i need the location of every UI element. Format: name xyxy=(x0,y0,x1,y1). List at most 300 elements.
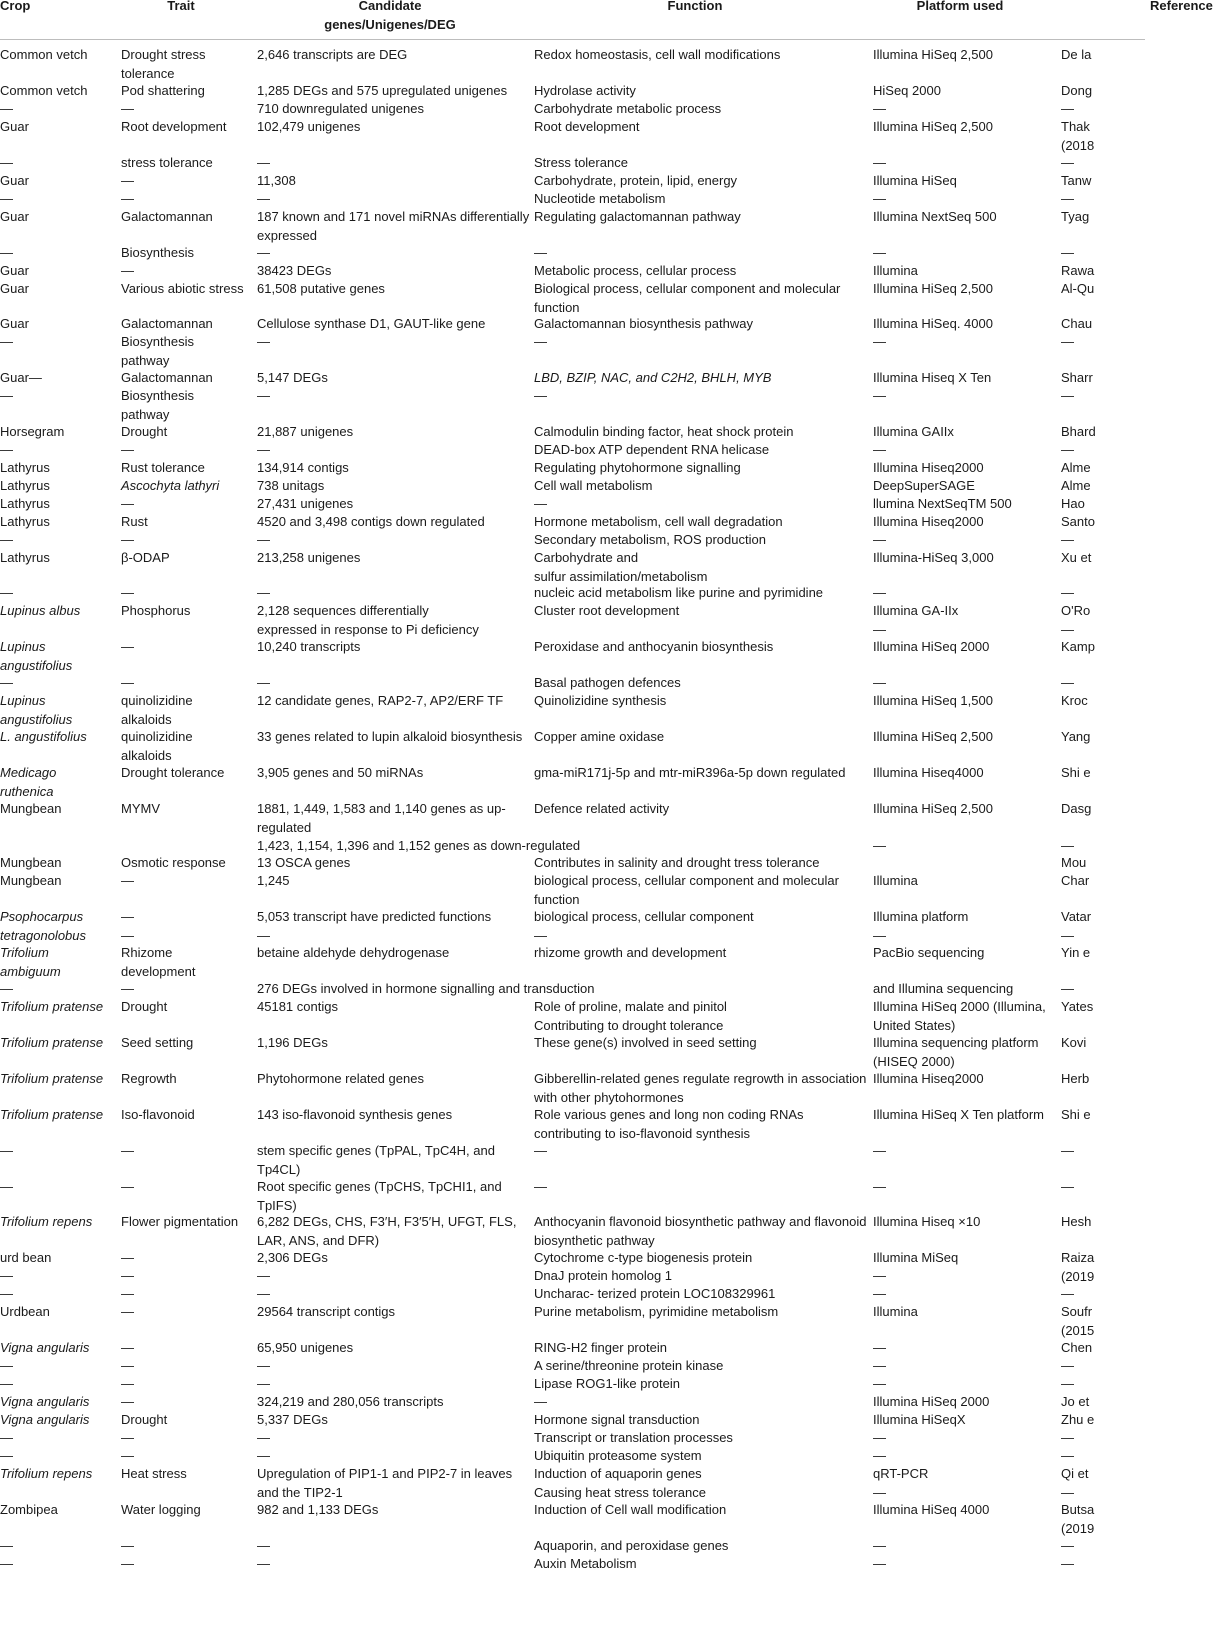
cell-ref: Butsa (2019 xyxy=(1061,1502,1095,1536)
cell-genes: — xyxy=(257,191,270,206)
cell-trait: MYMV xyxy=(121,801,160,816)
cell-genes: 187 known and 171 novel miRNAs differentially expressed xyxy=(257,209,530,243)
cell-platform: — xyxy=(873,245,886,260)
cell-genes: 65,950 unigenes xyxy=(257,1340,354,1355)
cell-genes: — xyxy=(257,675,270,690)
cell-crop: — xyxy=(0,1143,13,1158)
cell-platform: Illumina HiSeq. 4000 xyxy=(873,316,993,331)
cell-crop: Trifolium pratense xyxy=(0,999,104,1014)
cell-crop: — xyxy=(0,1376,13,1391)
cell-crop: Zombipea xyxy=(0,1502,58,1517)
cell-trait: Flower pigmentation xyxy=(121,1214,239,1229)
cell-ref: — xyxy=(1061,981,1074,996)
cell-platform: Illumina Hiseq4000 xyxy=(873,765,984,780)
cell-crop: Lathyrus xyxy=(0,496,50,511)
cell-ref: Santo xyxy=(1061,514,1095,529)
cell-platform: Illumina platform — xyxy=(873,909,969,943)
cell-func: Galactomannan biosynthesis pathway xyxy=(534,316,753,331)
cell-genes: 10,240 transcripts xyxy=(257,639,361,654)
cell-ref: — xyxy=(1061,1143,1074,1158)
cell-trait: — xyxy=(121,532,134,547)
cell-func: Anthocyanin flavonoid biosynthetic pathway and flavonoid biosynthetic pathway xyxy=(534,1214,867,1248)
cell-ref: — xyxy=(1061,101,1074,116)
cell-genes: 4520 and 3,498 contigs down regulated xyxy=(257,514,485,529)
cell-ref: — xyxy=(1061,675,1074,690)
cell-func: — xyxy=(534,1143,547,1158)
cell-crop: — xyxy=(0,442,13,457)
cell-ref: — xyxy=(1061,1358,1074,1373)
cell-genes: 3,905 genes and 50 miRNAs xyxy=(257,765,424,780)
cell-func: Auxin Metabolism xyxy=(534,1556,637,1571)
cell-trait: Water logging xyxy=(121,1502,201,1517)
cell-ref: — xyxy=(1061,532,1074,547)
header-reference: Reference xyxy=(1150,0,1213,13)
cell-platform: — xyxy=(873,1538,886,1553)
cell-ref: Zhu e xyxy=(1061,1412,1095,1427)
cell-platform: — xyxy=(873,1430,886,1445)
cell-genes: 1,245 xyxy=(257,873,290,888)
cell-platform: — xyxy=(873,101,886,116)
cell-func: Induction of aquaporin genes Causing heat stress tolerance xyxy=(534,1466,706,1500)
cell-platform: — xyxy=(873,675,886,690)
cell-platform: — xyxy=(873,191,886,206)
cell-crop: L. angustifolius xyxy=(0,729,87,744)
cell-ref: — xyxy=(1061,155,1074,170)
cell-genes: 6,282 DEGs, CHS, F3′H, F3′5′H, UFGT, FLS, LAR, ANS, and DFR) xyxy=(257,1214,517,1248)
cell-trait: — — xyxy=(121,909,134,943)
cell-platform: Illumina HiSeq 2000 xyxy=(873,639,990,654)
cell-genes: — xyxy=(257,532,270,547)
cell-ref: — xyxy=(1061,1448,1074,1463)
cell-trait: Galactomannan xyxy=(121,316,213,331)
cell-trait: — xyxy=(121,1394,134,1409)
cell-ref: Dasg — xyxy=(1061,801,1092,853)
cell-crop: Trifolium pratense xyxy=(0,1035,104,1050)
header-platform-used: Platform used xyxy=(916,0,1004,13)
cell-ref: Dong xyxy=(1061,83,1093,98)
cell-ref: — xyxy=(1061,334,1074,349)
cell-crop: — xyxy=(0,245,13,260)
cell-platform: — xyxy=(873,155,886,170)
cell-platform: PacBio sequencing xyxy=(873,945,985,960)
cell-platform: — xyxy=(873,1448,886,1463)
cell-trait: β-ODAP xyxy=(121,550,170,565)
cell-trait: — xyxy=(121,263,134,278)
cell-genes: 38423 DEGs xyxy=(257,263,332,278)
cell-func: — xyxy=(534,1179,547,1194)
cell-genes: — xyxy=(257,1358,270,1373)
cell-func: gma-miR171j-5p and mtr-miR396a-5p down regulated xyxy=(534,765,846,780)
cell-func: Quinolizidine synthesis xyxy=(534,693,667,708)
cell-func: Nucleotide metabolism xyxy=(534,191,666,206)
cell-func: Role various genes and long non coding RNAs contributing to iso-flavonoid synthesis xyxy=(534,1107,804,1141)
cell-func: Carbohydrate, protein, lipid, energy xyxy=(534,173,738,188)
cell-genes: 5,053 transcript have predicted functions — xyxy=(257,909,492,943)
cell-trait: Pod shattering xyxy=(121,83,205,98)
cell-platform: Illumina xyxy=(873,1304,918,1319)
cell-platform: Illumina HiSeq 1,500 xyxy=(873,693,993,708)
cell-platform: Illumina GAIIx xyxy=(873,424,954,439)
cell-ref: Vatar — xyxy=(1061,909,1092,943)
cell-trait: — xyxy=(121,173,134,188)
cell-func: biological process, cellular component and molecular function xyxy=(534,873,839,907)
cell-genes: — xyxy=(257,1286,270,1301)
cell-trait: — xyxy=(121,1179,134,1194)
cell-func: — xyxy=(534,388,547,403)
cell-platform: — xyxy=(873,1286,886,1301)
cell-func: biological process, cellular component — xyxy=(534,909,754,943)
cell-crop: — xyxy=(0,1179,13,1194)
cell-trait: — xyxy=(121,1538,134,1553)
cell-ref: De la xyxy=(1061,47,1092,62)
cell-genes: 102,479 unigenes xyxy=(257,119,361,134)
cell-crop: Urdbean xyxy=(0,1304,50,1319)
cell-func: Redox homeostasis, cell wall modifications xyxy=(534,47,781,62)
cell-trait: — xyxy=(121,1430,134,1445)
cell-trait: — xyxy=(121,585,134,600)
cell-trait: — xyxy=(121,1556,134,1571)
cell-ref: Jo et xyxy=(1061,1394,1090,1409)
header-candidate-genes: Candidate genes/Unigenes/DEG xyxy=(324,0,456,32)
cell-ref: — xyxy=(1061,191,1074,206)
cell-ref: — xyxy=(1061,1556,1074,1571)
cell-platform: Illumina HiSeq 2,500 xyxy=(873,281,993,296)
cell-trait: Rust tolerance xyxy=(121,460,205,475)
cell-crop: Mungbean xyxy=(0,855,62,870)
cell-platform: — xyxy=(873,532,886,547)
cell-crop: Lupinus angustifolius xyxy=(0,693,73,727)
cell-genes: 2,306 DEGs xyxy=(257,1250,328,1265)
cell-trait: Heat stress xyxy=(121,1466,187,1481)
cell-genes: — xyxy=(257,155,270,170)
cell-ref: — xyxy=(1061,585,1074,600)
cell-platform: qRT-PCR — xyxy=(873,1466,929,1500)
cell-trait: Drought xyxy=(121,424,168,439)
cell-platform: — xyxy=(873,1268,886,1283)
cell-platform: Illumina NextSeq 500 xyxy=(873,209,997,224)
cell-trait: Galactomannan xyxy=(121,209,213,224)
cell-genes: 134,914 contigs xyxy=(257,460,349,475)
cell-genes: betaine aldehyde dehydrogenase xyxy=(257,945,450,960)
cell-trait: — xyxy=(121,1286,134,1301)
cell-genes: 21,887 unigenes xyxy=(257,424,354,439)
cell-platform: Illumina Hiseq ×10 xyxy=(873,1214,981,1229)
cell-platform: — xyxy=(873,388,886,403)
cell-platform: Illumina sequencing platform (HISEQ 2000) xyxy=(873,1035,1039,1069)
cell-ref: Hao xyxy=(1061,496,1085,511)
cell-genes: — xyxy=(257,1556,270,1571)
cell-ref: Xu et xyxy=(1061,550,1092,565)
cell-crop: Vigna angularis xyxy=(0,1340,90,1355)
cell-ref: Yin e xyxy=(1061,945,1091,960)
cell-func: Stress tolerance xyxy=(534,155,628,170)
cell-ref: — xyxy=(1061,1179,1074,1194)
cell-platform: Illumina HiSeq 2,500 xyxy=(873,729,993,744)
cell-func: Role of proline, malate and pinitol Contributing to drought tolerance xyxy=(534,999,727,1033)
cell-trait: Regrowth xyxy=(121,1071,177,1086)
cell-ref: Tyag xyxy=(1061,209,1090,224)
cell-platform: Illumina HiSeq 2000 xyxy=(873,1394,990,1409)
cell-crop: — xyxy=(0,981,13,996)
header-divider xyxy=(0,39,1145,40)
cell-genes: 45181 contigs xyxy=(257,999,338,1014)
cell-genes: 5,147 DEGs xyxy=(257,370,328,385)
cell-ref: Rawa xyxy=(1061,263,1095,278)
cell-crop: — xyxy=(0,1286,13,1301)
cell-ref: Char xyxy=(1061,873,1090,888)
cell-func: Secondary metabolism, ROS production xyxy=(534,532,766,547)
cell-genes: 213,258 unigenes xyxy=(257,550,361,565)
cell-trait: — xyxy=(121,1268,134,1283)
cell-crop: Trifolium pratense xyxy=(0,1071,104,1086)
cell-ref: — xyxy=(1061,1376,1074,1391)
cell-func: Purine metabolism, pyrimidine metabolism xyxy=(534,1304,779,1319)
cell-genes: 29564 transcript contigs xyxy=(257,1304,396,1319)
cell-func: Peroxidase and anthocyanin biosynthesis xyxy=(534,639,774,654)
cell-platform: Illumina-HiSeq 3,000 xyxy=(873,550,994,565)
cell-platform: llumina NextSeqTM 500 xyxy=(873,496,1012,511)
cell-ref: — xyxy=(1061,442,1074,457)
cell-genes: 2,646 transcripts are DEG xyxy=(257,47,408,62)
cell-ref: Alme xyxy=(1061,478,1091,493)
cell-platform: Illumina HiSeq 2,500 xyxy=(873,119,993,134)
cell-genes: — xyxy=(257,334,270,349)
cell-crop: Trifolium repens xyxy=(0,1466,93,1481)
cell-trait: — xyxy=(121,1340,134,1355)
cell-crop: — xyxy=(0,191,13,206)
cell-genes: — xyxy=(257,1430,270,1445)
cell-trait: stress tolerance xyxy=(121,155,213,170)
cell-crop: Lupinus angustifolius xyxy=(0,639,73,673)
cell-genes: 12 candidate genes, RAP2-7, AP2/ERF TF xyxy=(257,693,504,708)
cell-func: Hydrolase activity xyxy=(534,83,636,98)
cell-func: Defence related activity xyxy=(534,801,670,816)
cell-platform: Illumina HiSeq 2000 (Illumina, United States) xyxy=(873,999,1046,1033)
cell-crop: Guar xyxy=(0,119,29,134)
cell-genes: — xyxy=(257,245,270,260)
cell-func: Regulating phytohormone signalling xyxy=(534,460,741,475)
cell-platform: HiSeq 2000 xyxy=(873,83,941,98)
cell-trait: — xyxy=(121,1304,134,1319)
cell-trait: — xyxy=(121,675,134,690)
cell-genes: 5,337 DEGs xyxy=(257,1412,328,1427)
cell-platform: Illumina Hiseq2000 xyxy=(873,1071,984,1086)
cell-ref: Sharr xyxy=(1061,370,1093,385)
cell-func: Regulating galactomannan pathway xyxy=(534,209,741,224)
cell-ref: Herb xyxy=(1061,1071,1090,1086)
cell-func: Contributes in salinity and drought tress tolerance xyxy=(534,855,820,870)
cell-genes: 738 unitags xyxy=(257,478,325,493)
cell-platform: and Illumina sequencing xyxy=(873,981,1014,996)
cell-ref: Kovi xyxy=(1061,1035,1087,1050)
cell-crop: Guar xyxy=(0,209,29,224)
cell-crop: Vigna angularis xyxy=(0,1412,90,1427)
cell-crop: Lathyrus xyxy=(0,460,50,475)
cell-genes: 1881, 1,449, 1,583 and 1,140 genes as up- regulated 1,423, 1,154, 1,396 and 1,152 genes as down-regulated xyxy=(257,801,581,853)
cell-func: Biological process, cellular component and molecular function xyxy=(534,281,841,315)
cell-crop: Guar xyxy=(0,173,29,188)
cell-crop: Lathyrus xyxy=(0,478,50,493)
cell-platform: Illumina HiSeqX xyxy=(873,1412,966,1427)
cell-ref: Soufr (2015 xyxy=(1061,1304,1095,1338)
cell-func: Induction of Cell wall modification xyxy=(534,1502,727,1517)
cell-trait: quinolizidine alkaloids xyxy=(121,729,193,763)
cell-trait: Rust xyxy=(121,514,148,529)
cell-platform: Illumina HiSeq 2,500 xyxy=(873,47,993,62)
cell-func: Carbohydrate metabolic process xyxy=(534,101,722,116)
cell-platform: — xyxy=(873,1358,886,1373)
cell-platform: — xyxy=(873,1143,886,1158)
cell-ref: — xyxy=(1061,1430,1074,1445)
cell-genes: 27,431 unigenes xyxy=(257,496,354,511)
cell-genes: — xyxy=(257,442,270,457)
cell-func: — xyxy=(534,496,547,511)
cell-trait: — xyxy=(121,1448,134,1463)
cell-trait: — xyxy=(121,981,134,996)
cell-func: — xyxy=(534,334,547,349)
cell-trait: Osmotic response xyxy=(121,855,226,870)
cell-genes: 33 genes related to lupin alkaloid biosynthesis xyxy=(257,729,523,744)
cell-genes: 982 and 1,133 DEGs xyxy=(257,1502,379,1517)
cell-crop: — xyxy=(0,532,13,547)
cell-platform: — xyxy=(873,1179,886,1194)
cell-crop: Trifolium ambiguum xyxy=(0,945,61,979)
cell-func: — xyxy=(534,1394,547,1409)
cell-genes: 276 DEGs involved in hormone signalling and transduction xyxy=(257,981,595,996)
cell-func: Hormone signal transduction xyxy=(534,1412,700,1427)
cell-ref: O'Ro — xyxy=(1061,603,1091,637)
cell-crop: Guar xyxy=(0,263,29,278)
cell-func: Lipase ROG1-like protein xyxy=(534,1376,680,1391)
cell-crop: — xyxy=(0,1358,13,1373)
cell-genes: Cellulose synthase D1, GAUT-like gene xyxy=(257,316,486,331)
cell-genes: 2,128 sequences differentially expressed in response to Pi deficiency xyxy=(257,603,479,637)
cell-trait: Drought stress tolerance xyxy=(121,47,206,81)
cell-func: DnaJ protein homolog 1 xyxy=(534,1268,673,1283)
cell-platform: Illumina HiSeq xyxy=(873,173,957,188)
cell-platform: Illumina Hiseq2000 xyxy=(873,514,984,529)
cell-crop: Lathyrus xyxy=(0,514,50,529)
cell-func: Basal pathogen defences xyxy=(534,675,681,690)
cell-platform: Illumina MiSeq xyxy=(873,1250,959,1265)
cell-trait: — xyxy=(121,101,134,116)
cell-crop: Common vetch xyxy=(0,83,88,98)
cell-func: rhizome growth and development xyxy=(534,945,727,960)
cell-func: Calmodulin binding factor, heat shock protein xyxy=(534,424,794,439)
cell-crop: Trifolium repens xyxy=(0,1214,93,1229)
cell-crop: — xyxy=(0,1448,13,1463)
cell-func: Root development xyxy=(534,119,640,134)
cell-platform: — xyxy=(873,1340,886,1355)
cell-func: Cytochrome c-type biogenesis protein xyxy=(534,1250,753,1265)
cell-ref: Yang xyxy=(1061,729,1091,744)
cell-trait: Biosynthesis pathway xyxy=(121,334,194,368)
cell-ref: Hesh xyxy=(1061,1214,1092,1229)
cell-trait: Biosynthesis pathway xyxy=(121,388,194,422)
cell-trait: — xyxy=(121,1143,134,1158)
cell-genes: — xyxy=(257,388,270,403)
cell-platform: Illumina xyxy=(873,873,918,888)
cell-genes: — xyxy=(257,1448,270,1463)
cell-ref: Chau xyxy=(1061,316,1093,331)
cell-trait: — xyxy=(121,639,134,654)
cell-genes: 143 iso-flavonoid synthesis genes xyxy=(257,1107,453,1122)
cell-ref: Tanw xyxy=(1061,173,1092,188)
cell-ref: Shi e xyxy=(1061,765,1091,780)
cell-trait: Drought tolerance xyxy=(121,765,225,780)
cell-trait: — xyxy=(121,191,134,206)
cell-ref: Yates xyxy=(1061,999,1094,1014)
cell-crop: — xyxy=(0,101,13,116)
cell-func: Metabolic process, cellular process xyxy=(534,263,737,278)
cell-platform: — xyxy=(873,585,886,600)
cell-genes: 61,508 putative genes xyxy=(257,281,385,296)
cell-crop: — xyxy=(0,1430,13,1445)
cell-crop: Guar xyxy=(0,281,29,296)
cell-trait: Rhizome development xyxy=(121,945,196,979)
cell-crop: — xyxy=(0,388,13,403)
cell-platform: — xyxy=(873,442,886,457)
cell-platform: Illumina HiSeq 2,500 — xyxy=(873,801,993,853)
cell-crop: Trifolium pratense xyxy=(0,1107,104,1122)
cell-ref: Bhard xyxy=(1061,424,1096,439)
cell-crop: Guar xyxy=(0,316,29,331)
cell-genes: Upregulation of PIP1-1 and PIP2-7 in leaves and the TIP2-1 xyxy=(257,1466,513,1500)
cell-trait: — xyxy=(121,442,134,457)
cell-platform: — xyxy=(873,1376,886,1391)
cell-platform: Illumina HiSeq X Ten platform xyxy=(873,1107,1045,1122)
cell-ref: — xyxy=(1061,1538,1074,1553)
cell-crop: Lupinus albus xyxy=(0,603,81,618)
cell-crop: Vigna angularis xyxy=(0,1394,90,1409)
cell-crop: Common vetch xyxy=(0,47,88,62)
cell-ref: — xyxy=(1061,245,1074,260)
cell-platform: — xyxy=(873,334,886,349)
cell-crop: — xyxy=(0,1556,13,1571)
header-function: Function xyxy=(667,0,723,13)
cell-trait: Various abiotic stress xyxy=(121,281,244,296)
cell-trait: — xyxy=(121,873,134,888)
cell-platform: DeepSuperSAGE xyxy=(873,478,975,493)
cell-genes: 324,219 and 280,056 transcripts xyxy=(257,1394,444,1409)
cell-ref: Raiza (2019 xyxy=(1061,1250,1095,1284)
cell-func: Copper amine oxidase xyxy=(534,729,665,744)
cell-trait: Iso-flavonoid xyxy=(121,1107,195,1122)
cell-platform: — xyxy=(873,1556,886,1571)
header-trait: Trait xyxy=(167,0,195,13)
cell-crop: — xyxy=(0,1538,13,1553)
cell-genes: 1,285 DEGs and 575 upregulated unigenes xyxy=(257,83,508,98)
cell-trait: — xyxy=(121,1250,134,1265)
cell-ref: Alme xyxy=(1061,460,1091,475)
cell-genes: 710 downregulated unigenes xyxy=(257,101,424,116)
cell-func: LBD, BZIP, NAC, and C2H2, BHLH, MYB xyxy=(534,370,772,385)
cell-crop: Mungbean xyxy=(0,873,62,888)
cell-platform: Illumina Hiseq2000 xyxy=(873,460,984,475)
cell-ref: Al-Qu xyxy=(1061,281,1095,296)
cell-ref: Kamp xyxy=(1061,639,1095,654)
cell-func: Hormone metabolism, cell wall degradation xyxy=(534,514,783,529)
cell-ref: Kroc xyxy=(1061,693,1088,708)
cell-ref: Mou xyxy=(1061,855,1087,870)
cell-crop: — xyxy=(0,1268,13,1283)
cell-trait: Seed setting xyxy=(121,1035,194,1050)
cell-ref: — xyxy=(1061,1286,1074,1301)
cell-genes: Phytohormone related genes xyxy=(257,1071,424,1086)
cell-ref: Shi e xyxy=(1061,1107,1091,1122)
cell-func: Ubiquitin proteasome system xyxy=(534,1448,702,1463)
cell-func: Uncharac- terized protein LOC108329961 xyxy=(534,1286,776,1301)
